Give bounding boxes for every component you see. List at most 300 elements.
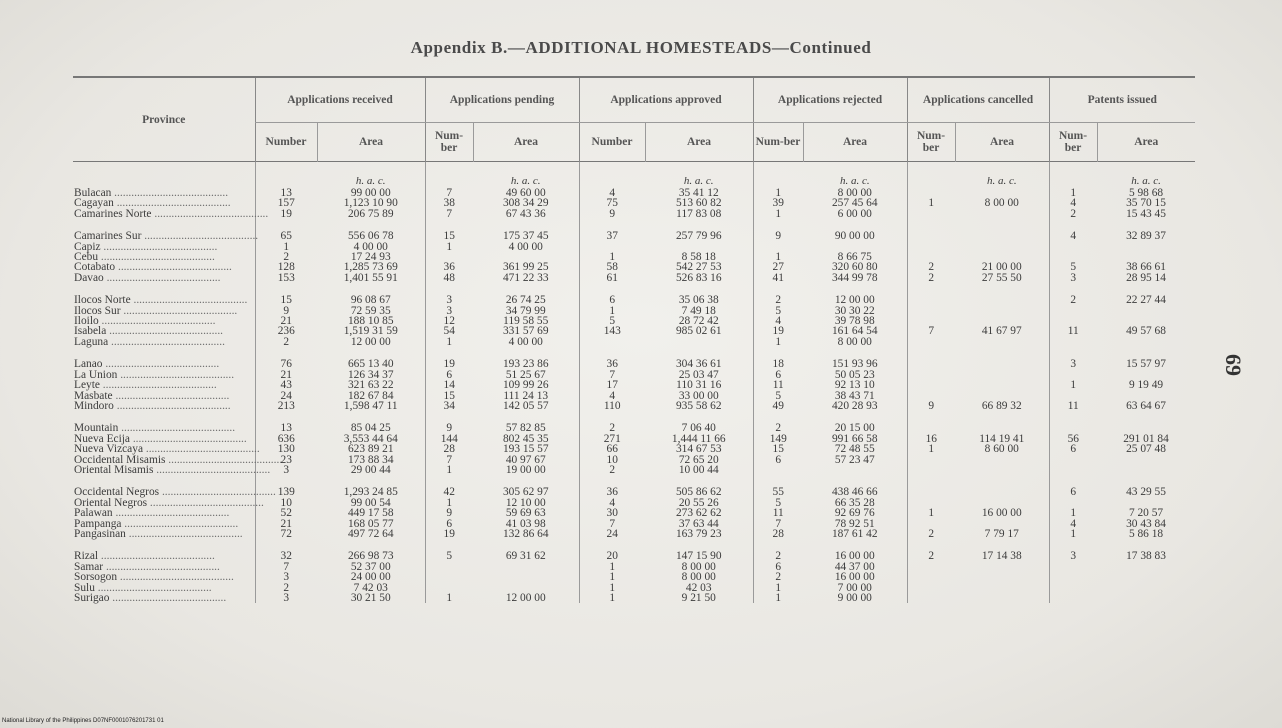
area-cell: 7 42 03: [353, 581, 388, 594]
area-cell: 35 41 12: [678, 187, 719, 199]
province-name: Ilocos Sur ........................................: [74, 304, 238, 317]
count-cell: 128: [255, 262, 317, 272]
table-row: [73, 370, 1195, 380]
area-cell: 193 23 86: [502, 358, 549, 371]
area-cell: 9 00 00: [837, 592, 872, 604]
count-cell: 1: [579, 572, 645, 582]
province-name: Cebu ........................................: [74, 251, 215, 264]
province-name: Oriental Negros ........................................: [74, 496, 264, 509]
area-cell: 1,285 73 69: [343, 261, 398, 274]
count-cell: 1: [579, 306, 645, 316]
province-name: Ilocos Norte ........................................: [74, 294, 248, 307]
province-name: Samar ........................................: [74, 560, 220, 573]
count-cell: 1: [907, 444, 955, 454]
area-cell: [955, 593, 1049, 603]
count-cell: 7: [425, 188, 473, 198]
units-label: h. a. c.: [839, 174, 870, 187]
table-body: [73, 162, 1195, 604]
dot-leader: ........................................: [125, 527, 243, 540]
area-cell: [1097, 337, 1195, 347]
count-cell: 2: [1049, 209, 1097, 219]
count-cell: 19: [753, 326, 803, 336]
header-number: Num-ber: [1049, 123, 1097, 162]
count-cell: 3: [255, 465, 317, 475]
area-cell: 505 86 62: [675, 486, 722, 499]
dot-leader: ........................................: [130, 294, 248, 307]
area-cell: 802 45 35: [502, 432, 549, 445]
area-cell: [955, 209, 1049, 219]
area-cell: 20 55 26: [678, 496, 719, 509]
area-cell: 182 67 84: [347, 389, 394, 402]
count-cell: 2: [907, 529, 955, 539]
area-cell: [1097, 455, 1195, 465]
area-cell: 15 43 45: [1126, 207, 1166, 220]
header-area: Area: [989, 136, 1015, 148]
table-row: [73, 465, 1195, 475]
area-cell: 24 00 00: [350, 571, 391, 584]
count-cell: 5: [1049, 262, 1097, 272]
count-cell: 3: [1049, 273, 1097, 283]
count-cell: 43: [255, 380, 317, 390]
table-row: [73, 380, 1195, 390]
count-cell: 1: [425, 498, 473, 508]
province-name: Laguna ........................................: [74, 335, 225, 348]
area-cell: [1097, 572, 1195, 582]
table-row: [73, 306, 1195, 316]
count-cell: 20: [579, 551, 645, 561]
count-cell: 2: [255, 583, 317, 593]
count-cell: 149: [753, 434, 803, 444]
dot-leader: ........................................: [98, 550, 215, 563]
area-cell: 17 14 38: [981, 550, 1022, 563]
table-row: [73, 498, 1195, 508]
area-cell: 63 64 67: [1126, 399, 1166, 412]
table-row: [73, 252, 1195, 262]
count-cell: 271: [579, 434, 645, 444]
table-row: [73, 391, 1195, 401]
count-cell: 1: [579, 593, 645, 603]
area-cell: 7 06 40: [681, 422, 716, 435]
area-cell: 8 00 00: [837, 335, 872, 348]
dot-leader: ........................................: [141, 230, 259, 243]
count-cell: 38: [425, 198, 473, 208]
count-cell: 9: [425, 508, 473, 518]
header-received: Applications received: [255, 77, 425, 123]
count-cell: 9: [255, 306, 317, 316]
count-cell: 10: [255, 498, 317, 508]
header-approved: Applications approved: [579, 77, 753, 123]
area-cell: 1,444 11 66: [671, 432, 726, 445]
count-cell: [907, 231, 955, 241]
area-cell: 25 07 48: [1126, 443, 1166, 456]
count-cell: 6: [1049, 487, 1097, 497]
group-spacer: [73, 347, 1195, 359]
area-cell: 161 64 54: [831, 325, 878, 338]
area-cell: 257 79 96: [675, 230, 722, 243]
count-cell: 143: [579, 326, 645, 336]
count-cell: 7: [753, 519, 803, 529]
area-cell: 40 97 67: [505, 453, 546, 466]
count-cell: 36: [579, 359, 645, 369]
count-cell: 13: [255, 188, 317, 198]
area-cell: 7 00 00: [837, 581, 872, 594]
count-cell: 2: [255, 252, 317, 262]
count-cell: 52: [255, 508, 317, 518]
province-name: Camarines Norte ........................................: [74, 207, 269, 220]
count-cell: 1: [907, 508, 955, 518]
header-number: Num-ber: [907, 123, 955, 162]
count-cell: 6: [753, 370, 803, 380]
count-cell: 15: [425, 391, 473, 401]
table-row: [73, 529, 1195, 539]
area-cell: 12 00 00: [350, 335, 391, 348]
area-cell: 35 70 15: [1126, 197, 1166, 210]
area-cell: 665 13 40: [347, 358, 394, 371]
count-cell: 4: [579, 498, 645, 508]
count-cell: [1049, 242, 1097, 252]
area-cell: 12 00 00: [505, 592, 546, 604]
count-cell: 236: [255, 326, 317, 336]
area-cell: [955, 455, 1049, 465]
count-cell: 1: [753, 188, 803, 198]
count-cell: 6: [425, 370, 473, 380]
units-label: h. a. c.: [683, 174, 714, 187]
count-cell: 9: [753, 231, 803, 241]
area-cell: 206 75 89: [347, 207, 394, 220]
dot-leader: ........................................: [121, 517, 239, 530]
count-cell: 4: [1049, 519, 1097, 529]
area-cell: 114 19 41: [979, 432, 1025, 445]
dot-leader: ........................................: [98, 251, 215, 264]
dot-leader: ........................................: [112, 389, 230, 402]
table-row: [73, 337, 1195, 347]
count-cell: 76: [255, 359, 317, 369]
area-cell: 39 78 98: [834, 315, 875, 328]
dot-leader: ........................................: [159, 486, 276, 499]
count-cell: 3: [1049, 359, 1097, 369]
area-cell: [1097, 562, 1195, 572]
count-cell: 2: [753, 423, 803, 433]
area-cell: [955, 337, 1049, 347]
dot-leader: ........................................: [111, 187, 229, 199]
count-cell: 21: [255, 316, 317, 326]
area-cell: [955, 242, 1049, 252]
area-cell: 273 62 62: [675, 507, 722, 520]
area-cell: [955, 380, 1049, 390]
province-name: Isabela ........................................: [74, 325, 224, 338]
count-cell: 1: [255, 242, 317, 252]
count-cell: 16: [907, 434, 955, 444]
header-rejected: Applications rejected: [753, 77, 907, 123]
count-cell: 4: [1049, 198, 1097, 208]
count-cell: [907, 583, 955, 593]
area-cell: 66 89 32: [981, 399, 1022, 412]
count-cell: 11: [1049, 326, 1097, 336]
area-cell: 38 66 61: [1126, 261, 1166, 274]
count-cell: 1: [1049, 529, 1097, 539]
area-cell: 8 60 00: [984, 443, 1019, 456]
area-cell: 66 35 28: [834, 496, 875, 509]
header-number: Number: [579, 123, 645, 162]
page-title: Appendix B.—ADDITIONAL HOMESTEADS—Continued: [410, 38, 872, 57]
count-cell: [907, 209, 955, 219]
area-cell: 4 00 00: [353, 240, 388, 253]
area-cell: 9 21 50: [681, 592, 716, 604]
area-cell: 16 00 00: [834, 571, 875, 584]
count-cell: 2: [1049, 295, 1097, 305]
count-cell: 1: [579, 562, 645, 572]
area-cell: 92 69 76: [834, 507, 875, 520]
area-cell: 7 49 18: [681, 304, 716, 317]
count-cell: 11: [753, 380, 803, 390]
units-label: h. a. c.: [510, 174, 541, 187]
count-cell: 36: [425, 262, 473, 272]
area-cell: 305 62 97: [502, 486, 549, 499]
area-cell: 623 89 21: [347, 443, 394, 456]
province-name: Pampanga ........................................: [74, 517, 239, 530]
count-cell: [579, 337, 645, 347]
count-cell: 7: [579, 519, 645, 529]
area-cell: 132 86 64: [502, 527, 549, 540]
area-cell: 41 03 98: [505, 517, 546, 530]
count-cell: 1: [753, 337, 803, 347]
area-cell: [955, 572, 1049, 582]
area-cell: 8 58 18: [681, 251, 716, 264]
area-cell: 187 61 42: [831, 527, 878, 540]
province-name: Capiz ........................................: [74, 240, 218, 253]
count-cell: 1: [425, 242, 473, 252]
count-cell: 6: [425, 519, 473, 529]
count-cell: 4: [753, 316, 803, 326]
count-cell: 24: [579, 529, 645, 539]
area-cell: [1097, 465, 1195, 475]
area-cell: 291 01 84: [1123, 432, 1169, 445]
area-cell: [955, 465, 1049, 475]
count-cell: 6: [579, 295, 645, 305]
province-name: Nueva Vizcaya ........................................: [74, 443, 260, 456]
count-cell: 1: [579, 583, 645, 593]
area-cell: 3,553 44 64: [343, 432, 398, 445]
table-row: [73, 262, 1195, 272]
area-cell: 142 05 57: [502, 399, 549, 412]
count-cell: 7: [425, 455, 473, 465]
count-cell: 7: [579, 370, 645, 380]
count-cell: 636: [255, 434, 317, 444]
province-name: Masbate ........................................: [74, 389, 230, 402]
count-cell: 3: [255, 572, 317, 582]
count-cell: 2: [579, 423, 645, 433]
area-cell: 7 20 57: [1128, 507, 1164, 520]
count-cell: 153: [255, 273, 317, 283]
count-cell: 1: [1049, 508, 1097, 518]
province-name: Mountain ........................................: [74, 422, 236, 435]
dot-leader: ........................................: [147, 496, 264, 509]
area-cell: 92 13 10: [834, 379, 875, 392]
units-label: h. a. c.: [355, 174, 386, 187]
area-cell: 37 63 44: [678, 517, 719, 530]
count-cell: 110: [579, 401, 645, 411]
count-cell: 61: [579, 273, 645, 283]
count-cell: 3: [425, 306, 473, 316]
area-cell: 449 17 58: [347, 507, 394, 520]
count-cell: 21: [255, 519, 317, 529]
count-cell: 4: [579, 391, 645, 401]
dot-leader: ........................................: [151, 207, 269, 220]
count-cell: [907, 380, 955, 390]
province-name: Palawan ........................................: [74, 507, 230, 520]
area-cell: 50 05 23: [834, 368, 875, 381]
area-cell: 29 00 44: [350, 463, 391, 476]
area-cell: 28 72 42: [678, 315, 719, 328]
area-cell: 438 46 66: [831, 486, 878, 499]
area-cell: 5 86 18: [1128, 527, 1164, 540]
province-name: Cagayan ........................................: [74, 197, 231, 210]
area-cell: 542 27 53: [675, 261, 722, 274]
count-cell: 19: [425, 529, 473, 539]
dot-leader: ........................................: [117, 368, 235, 381]
footer-credit: National Library of the Philippines D07NF0001076201731 01: [2, 718, 164, 724]
area-cell: [473, 562, 579, 572]
area-cell: 30 30 22: [834, 304, 875, 317]
area-cell: 72 48 55: [834, 443, 875, 456]
count-cell: 11: [753, 508, 803, 518]
count-cell: 24: [255, 391, 317, 401]
area-cell: [955, 359, 1049, 369]
count-cell: [1049, 465, 1097, 475]
area-cell: 15 57 97: [1126, 358, 1166, 371]
area-cell: 72 65 20: [678, 453, 719, 466]
units-label: h. a. c.: [986, 174, 1017, 187]
table-row: [73, 508, 1195, 518]
area-cell: [955, 295, 1049, 305]
area-cell: 27 55 50: [981, 271, 1022, 284]
area-cell: 119 58 55: [503, 315, 549, 328]
table-row: [73, 242, 1195, 252]
count-cell: 9: [907, 401, 955, 411]
area-cell: 556 06 78: [347, 230, 394, 243]
dot-leader: ........................................: [100, 240, 218, 253]
area-cell: 6 00 00: [837, 207, 872, 220]
count-cell: 3: [1049, 551, 1097, 561]
area-cell: 44 37 00: [834, 560, 875, 573]
count-cell: 2: [753, 551, 803, 561]
count-cell: 14: [425, 380, 473, 390]
count-cell: 144: [425, 434, 473, 444]
province-name: Nueva Ecija ........................................: [74, 432, 247, 445]
area-cell: 28 95 14: [1126, 271, 1166, 284]
area-cell: 361 99 25: [502, 261, 549, 274]
area-cell: [1097, 306, 1195, 316]
area-cell: 109 99 26: [502, 379, 549, 392]
count-cell: 56: [1049, 434, 1097, 444]
count-cell: [907, 306, 955, 316]
area-cell: [955, 562, 1049, 572]
header-area: Area: [358, 136, 384, 148]
area-cell: 117 83 08: [676, 207, 722, 220]
dot-leader: ........................................: [153, 463, 271, 476]
table-row: [73, 295, 1195, 305]
count-cell: [1049, 455, 1097, 465]
count-cell: 130: [255, 444, 317, 454]
header-area: Area: [513, 136, 539, 148]
province-name: Occidental Misamis ........................................: [74, 453, 283, 466]
area-cell: [1097, 593, 1195, 603]
area-cell: 985 02 61: [675, 325, 722, 338]
count-cell: 66: [579, 444, 645, 454]
count-cell: 5: [753, 391, 803, 401]
area-cell: 67 43 36: [505, 207, 546, 220]
area-cell: 25 03 47: [678, 368, 719, 381]
count-cell: [907, 370, 955, 380]
count-cell: [907, 455, 955, 465]
count-cell: [907, 562, 955, 572]
area-cell: 26 74 25: [505, 294, 546, 307]
count-cell: 2: [907, 273, 955, 283]
table-row: [73, 359, 1195, 369]
area-cell: 308 34 29: [502, 197, 549, 210]
count-cell: 2: [907, 551, 955, 561]
area-cell: 32 89 37: [1126, 230, 1166, 243]
header-pending: Applications pending: [425, 77, 579, 123]
area-cell: 99 00 54: [350, 496, 391, 509]
dot-leader: ........................................: [103, 560, 220, 573]
area-cell: 935 58 62: [675, 399, 722, 412]
area-cell: [955, 231, 1049, 241]
dot-leader: ........................................: [98, 315, 216, 328]
count-cell: 39: [753, 198, 803, 208]
dot-leader: ........................................: [102, 358, 220, 371]
area-cell: 19 00 00: [505, 463, 546, 476]
count-cell: 3: [425, 295, 473, 305]
count-cell: 13: [255, 423, 317, 433]
area-cell: 513 60 82: [675, 197, 722, 210]
header-number: Num-ber: [425, 123, 473, 162]
count-cell: 5: [753, 306, 803, 316]
table-row: [73, 593, 1195, 603]
table-row: [73, 572, 1195, 582]
count-cell: 1: [425, 593, 473, 603]
area-cell: 22 27 44: [1126, 294, 1166, 307]
dot-leader: ........................................: [117, 571, 234, 584]
area-cell: 8 00 00: [681, 571, 716, 584]
header-number: Num-ber: [753, 123, 803, 162]
count-cell: 1: [753, 252, 803, 262]
header-province: Province: [142, 113, 186, 126]
header-cancelled: Applications cancelled: [907, 77, 1049, 123]
dot-leader: ........................................: [109, 592, 227, 604]
count-cell: 2: [579, 465, 645, 475]
header-patents: Patents issued: [1049, 77, 1195, 123]
header-area: Area: [686, 136, 712, 148]
units-label: h. a. c.: [1131, 174, 1161, 187]
area-cell: 72 59 35: [350, 304, 391, 317]
area-cell: [955, 370, 1049, 380]
area-cell: 1,598 47 11: [343, 399, 398, 412]
count-cell: 213: [255, 401, 317, 411]
dot-leader: ........................................: [113, 197, 231, 210]
province-name: Lanao ........................................: [74, 358, 220, 371]
area-cell: 188 10 85: [347, 315, 394, 328]
count-cell: 28: [753, 529, 803, 539]
count-cell: [907, 465, 955, 475]
count-cell: 1: [425, 337, 473, 347]
count-cell: 7: [255, 562, 317, 572]
province-name: Camarines Sur ........................................: [74, 230, 259, 243]
area-cell: 51 25 67: [505, 368, 546, 381]
area-cell: 38 43 71: [834, 389, 875, 402]
area-cell: [955, 487, 1049, 497]
count-cell: 2: [753, 572, 803, 582]
